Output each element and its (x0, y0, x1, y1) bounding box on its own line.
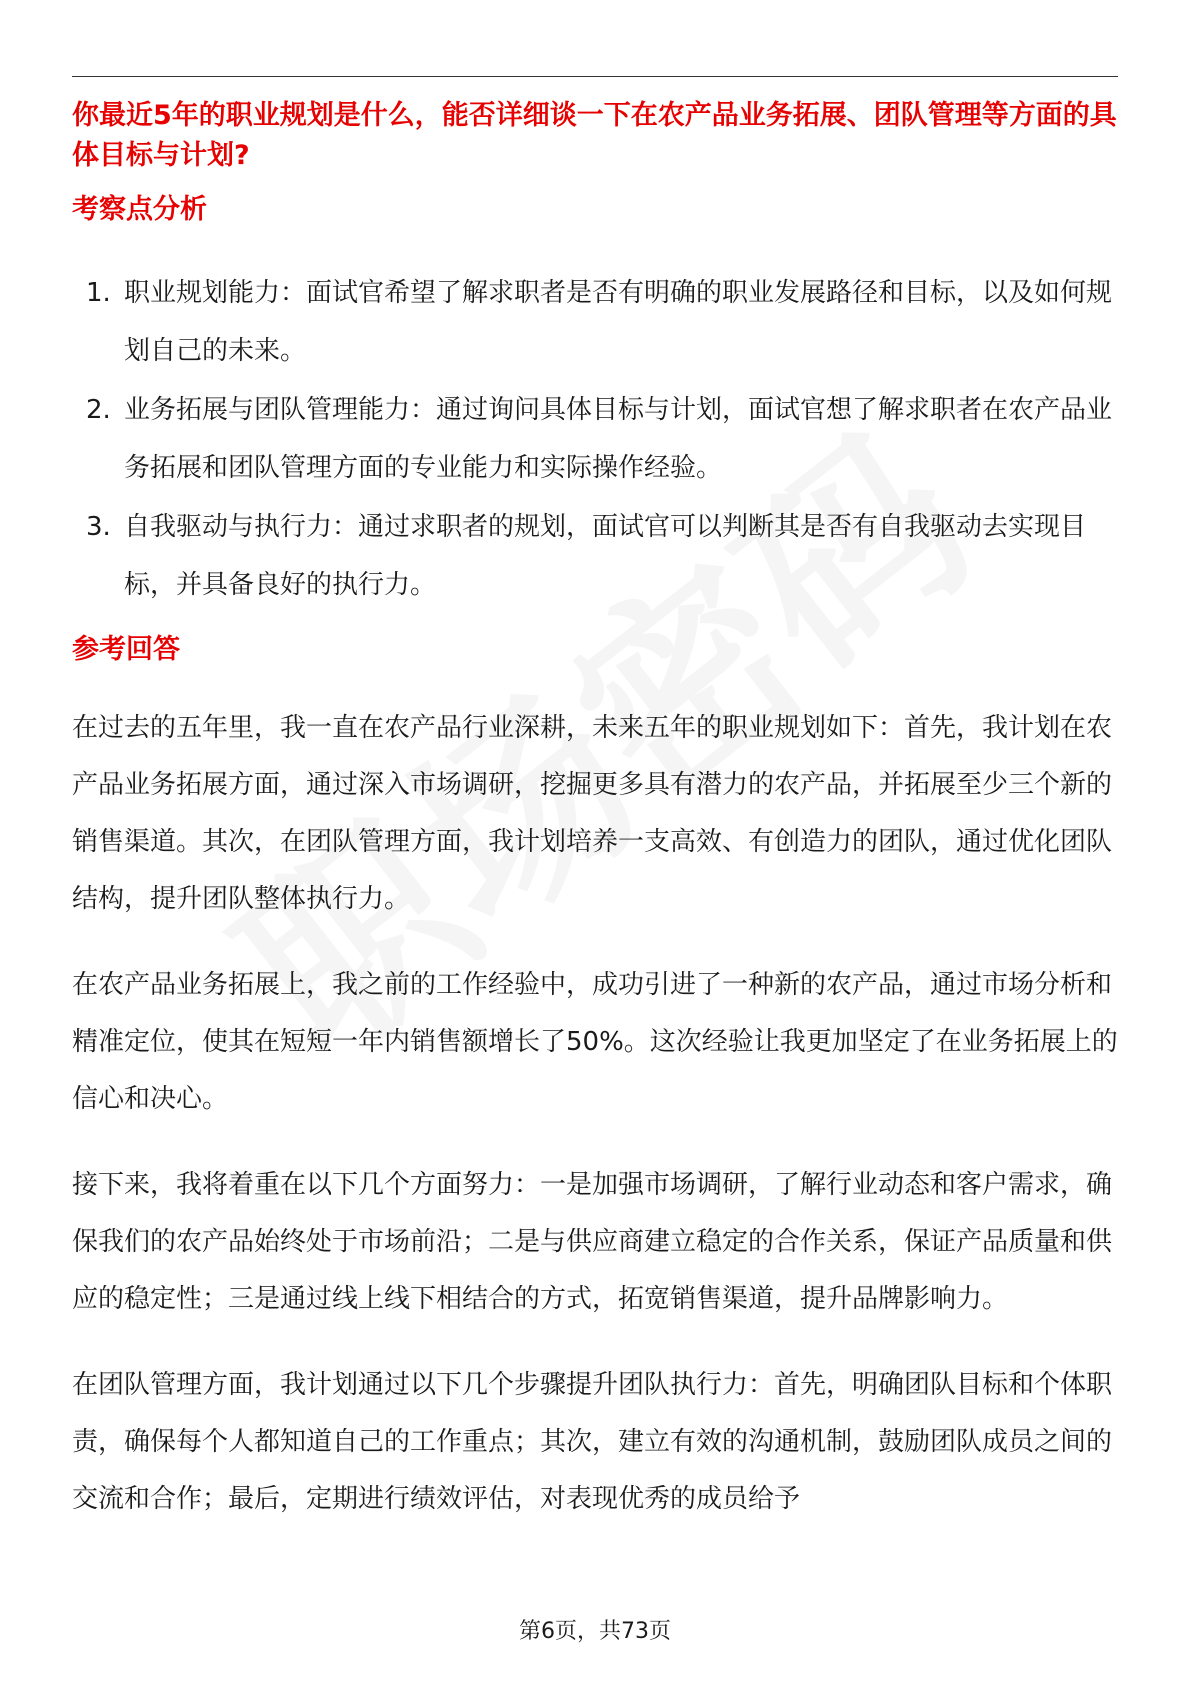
page-number: 第6页，共73页 (519, 1619, 671, 1644)
answer-paragraph: 在农产品业务拓展上，我之前的工作经验中，成功引进了一种新的农产品，通过市场分析和精准定位，使其在短短一年内销售额增长了50%。这次经验让我更加坚定了在业务拓展上的信心和决心。 (72, 970, 1118, 1114)
answer-paragraph: 在团队管理方面，我计划通过以下几个步骤提升团队执行力：首先，明确团队目标和个体职责，确保每个人都知道自己的工作重点；其次，建立有效的沟通机制，鼓励团队成员之间的交流和合作；最后，定期进行绩效评估，对表现优秀的成员给予 (72, 1370, 1113, 1514)
list-item-text: 自我驱动与执行力：通过求职者的规划，面试官可以判断其是否有自我驱动去实现目标，并具备良好的执行力。 (124, 512, 1087, 600)
top-rule (72, 76, 1118, 77)
list-item (72, 264, 1122, 380)
list-item (72, 498, 1122, 614)
list-item-text: 业务拓展与团队管理能力：通过询问具体目标与计划，面试官想了解求职者在农产品业务拓展和团队管理方面的专业能力和实际操作经验。 (124, 395, 1113, 483)
list-item-number: 1. (86, 278, 111, 308)
question-title: 你最近5年的职业规划是什么，能否详细谈一下在农产品业务拓展、团队管理等方面的具体目标与计划? (72, 100, 1117, 171)
list-item-number: 2. (86, 395, 111, 425)
answer-body (72, 700, 1122, 1557)
list-item-number: 3. (86, 512, 111, 542)
analysis-heading: 考察点分析 (72, 194, 207, 225)
answer-paragraph: 接下来，我将着重在以下几个方面努力：一是加强市场调研，了解行业动态和客户需求，确保我们的农产品始终处于市场前沿；二是与供应商建立稳定的合作关系，保证产品质量和供应的稳定性；三是通过线上线下相结合的方式，拓宽销售渠道，提升品牌影响力。 (72, 1170, 1113, 1314)
list-item (72, 381, 1122, 497)
analysis-list (72, 264, 1122, 615)
list-item-text: 职业规划能力：面试官希望了解求职者是否有明确的职业发展路径和目标，以及如何规划自己的未来。 (124, 278, 1113, 366)
answer-paragraph: 在过去的五年里，我一直在农产品行业深耕，未来五年的职业规划如下：首先，我计划在农产品业务拓展方面，通过深入市场调研，挖掘更多具有潜力的农产品，并拓展至少三个新的销售渠道。其次，在团队管理方面，我计划培养一支高效、有创造力的团队，通过优化团队结构，提升团队整体执行力。 (72, 713, 1113, 914)
answer-heading: 参考回答 (72, 634, 180, 665)
